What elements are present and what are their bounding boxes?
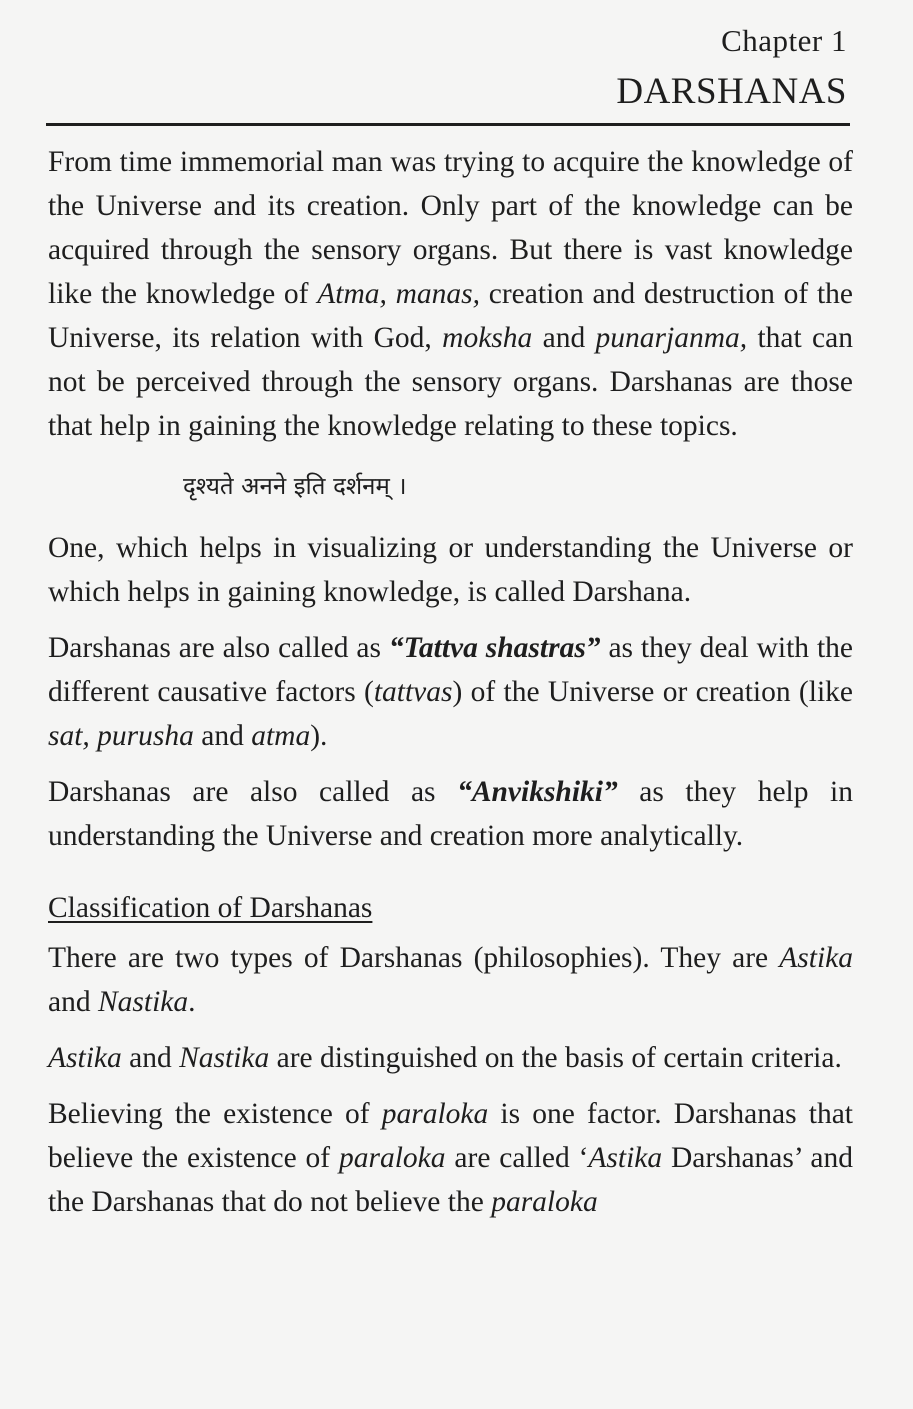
header-rule xyxy=(46,123,850,126)
text: as they help in understanding the Universe and creation more analytically. xyxy=(48,776,853,852)
section-heading: Classification of Darshanas xyxy=(48,892,373,924)
anvikshiki-paragraph xyxy=(48,770,853,858)
text: ) of the Universe or creation (like xyxy=(452,676,853,708)
italic-term: atma xyxy=(251,720,311,752)
text: Believing the existence of xyxy=(48,1098,382,1130)
text: and xyxy=(532,322,596,354)
text: Darshanas’ and the Darshanas that do not believe the xyxy=(48,1142,853,1218)
text: and xyxy=(48,986,98,1018)
text: are called ‘ xyxy=(445,1142,589,1174)
criteria-paragraph xyxy=(48,1036,853,1080)
text: . xyxy=(188,986,196,1018)
italic-term: “Tattva shastras” xyxy=(388,632,601,664)
chapter-header xyxy=(616,22,847,114)
italic-term: Astika xyxy=(48,1042,122,1074)
italic-term: Nastika xyxy=(97,986,189,1018)
italic-term: Atma, manas, xyxy=(317,278,481,310)
text: There are two types of Darshanas (philosophies). They are xyxy=(48,942,780,974)
italic-term: moksha xyxy=(442,322,533,354)
sanskrit-verse: दृश्यते अनने इति दर्शनम् । xyxy=(183,472,407,500)
types-paragraph xyxy=(48,936,853,1024)
italic-term: paraloka xyxy=(381,1098,489,1130)
text: Darshanas are also called as xyxy=(48,776,458,808)
italic-term: sat, purusha xyxy=(48,720,194,752)
page-body xyxy=(48,140,853,1236)
italic-term: punarjanma, xyxy=(595,322,748,354)
italic-term: Nastika xyxy=(179,1042,270,1074)
tattva-paragraph xyxy=(48,626,853,758)
italic-term: paraloka xyxy=(491,1186,598,1218)
paraloka-paragraph xyxy=(48,1092,853,1224)
chapter-title: DARSHANAS xyxy=(616,71,847,112)
italic-term: Astika xyxy=(779,942,853,974)
text: ). xyxy=(310,720,328,752)
text: creation and destruction of the Universe, its relation with God, xyxy=(48,278,853,354)
text: is one factor. Darshanas that believe the existence of xyxy=(48,1098,854,1174)
text: Darshanas are also called as xyxy=(48,632,389,664)
text: as they deal with the different causative factors ( xyxy=(48,632,853,708)
italic-term: tattvas xyxy=(373,676,453,708)
text: From time immemorial man was trying to acquire the knowledge of the Universe and its creation. Only part of the knowledge can be acquired through the sensory organs. But there is vast knowledge like the knowledge of xyxy=(48,146,853,310)
intro-paragraph xyxy=(48,140,853,448)
italic-term: “Anvikshiki” xyxy=(457,776,618,808)
text: are distinguished on the basis of certain criteria. xyxy=(269,1042,842,1074)
text: that can not be perceived through the sensory organs. Darshanas are those that help in gaining the knowledge relating to these topics. xyxy=(48,322,853,442)
text: and xyxy=(193,720,252,752)
chapter-label: Chapter 1 xyxy=(721,23,847,58)
italic-term: paraloka xyxy=(339,1142,446,1174)
text: and xyxy=(121,1042,180,1074)
definition-paragraph: One, which helps in visualizing or understanding the Universe or which helps in gaining knowledge, is called Darshana. xyxy=(48,532,853,608)
italic-term: Astika xyxy=(588,1142,663,1174)
